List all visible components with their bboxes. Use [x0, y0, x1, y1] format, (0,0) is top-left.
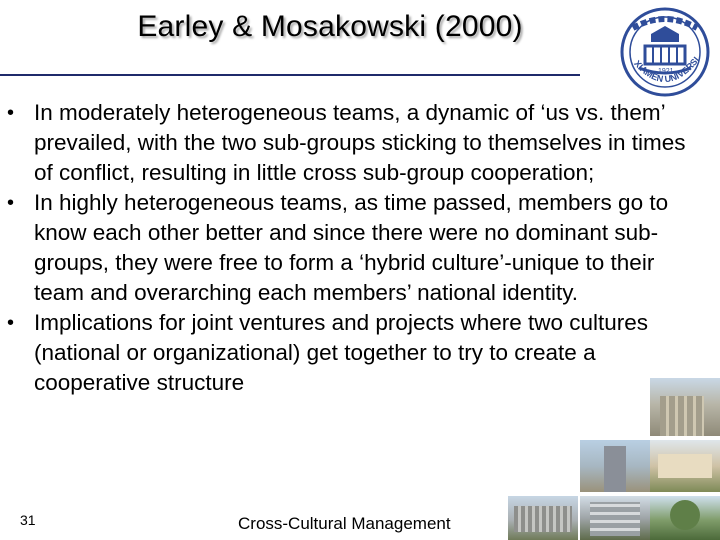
bullet-marker: •	[7, 312, 15, 334]
bullet-text: In highly heterogeneous teams, as time passed, members go to know each other better and since there were no dominant sub-groups, they were free to form a ‘hybrid culture’-unique to their team and overarching each members’ national identity.	[34, 190, 669, 305]
campus-photo	[508, 496, 578, 540]
campus-photo	[580, 440, 650, 492]
university-seal-graphic	[615, 6, 715, 98]
seal-year-text: 1921	[658, 68, 674, 75]
slide-number: 31	[20, 512, 36, 528]
bullet-marker: •	[7, 192, 15, 214]
campus-photo-collage	[500, 378, 720, 540]
title-underline	[0, 74, 580, 76]
campus-photo	[650, 440, 720, 492]
bullet-text: In moderately heterogeneous teams, a dynamic of ‘us vs. them’ prevailed, with the two sub-groups sticking to themselves in times of conflict, resulting in little cross sub-group cooperation;	[34, 100, 686, 185]
bullet-text: Implications for joint ventures and projects where two cultures (national or organizational) get together to try to create a cooperative structure	[34, 310, 649, 395]
university-seal-icon	[615, 6, 715, 98]
campus-photo	[650, 496, 720, 540]
footer-course-title: Cross-Cultural Management	[238, 514, 451, 533]
campus-photo	[580, 496, 650, 540]
bullet-item	[0, 98, 690, 188]
bullet-list	[0, 98, 690, 398]
seal-arc-text: XIAMEN UNIVERSI	[632, 54, 702, 85]
campus-photo	[650, 378, 720, 436]
slide-title: Earley & Mosakowski (2000)	[137, 10, 523, 43]
bullet-marker: •	[7, 102, 15, 124]
bullet-item	[0, 188, 690, 308]
